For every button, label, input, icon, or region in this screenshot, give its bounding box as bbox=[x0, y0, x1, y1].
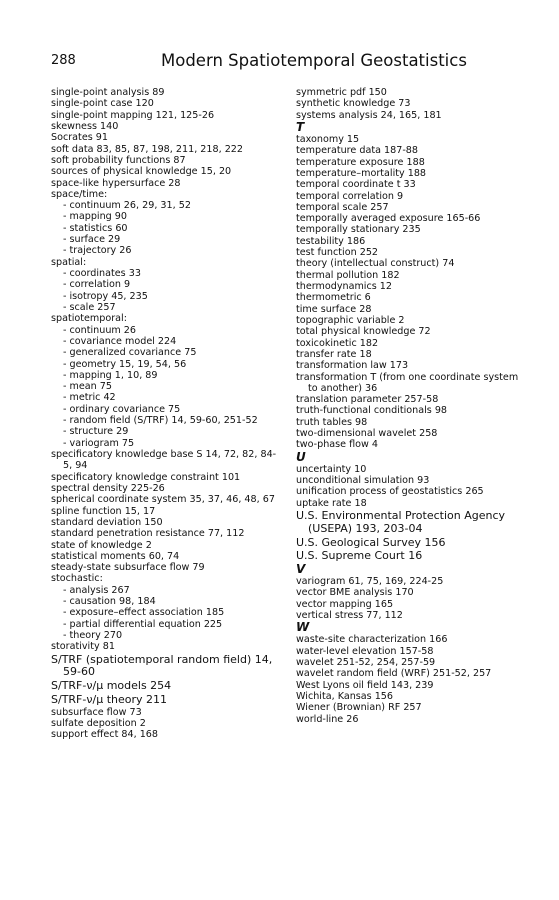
index-subentry: - geometry 15, 19, 54, 56 bbox=[63, 358, 187, 370]
index-entry: sources of physical knowledge 15, 20 bbox=[51, 166, 232, 178]
index-entry: state of knowledge 2 bbox=[51, 539, 152, 551]
index-subentry: - trajectory 26 bbox=[63, 245, 132, 257]
index-entry: wavelet random field (WRF) 251-52, 257 bbox=[296, 668, 492, 680]
index-entry: two-phase flow 4 bbox=[296, 439, 379, 451]
index-entry: S/TRF-ν/μ models 254 bbox=[51, 679, 172, 693]
index-entry: systems analysis 24, 165, 181 bbox=[296, 109, 442, 121]
index-subentry: - theory 270 bbox=[63, 630, 123, 641]
index-subentry: - generalized covariance 75 bbox=[63, 347, 197, 359]
index-entry: symmetric pdf 150 bbox=[296, 87, 387, 98]
index-subentry: - statistics 60 bbox=[63, 222, 128, 234]
page-number: 288 bbox=[51, 53, 76, 68]
index-entry: space-like hypersurface 28 bbox=[51, 177, 181, 189]
index-entry: single-point analysis 89 bbox=[51, 87, 165, 98]
index-subentry: - isotropy 45, 235 bbox=[63, 290, 148, 302]
index-entry: truth-functional conditionals 98 bbox=[296, 405, 448, 417]
page-header bbox=[51, 51, 519, 73]
index-subentry: - correlation 9 bbox=[63, 279, 131, 291]
index-entry: support effect 84, 168 bbox=[51, 729, 159, 741]
index-entry: temperature–mortality 188 bbox=[296, 167, 427, 179]
index-entry: vector mapping 165 bbox=[296, 598, 394, 610]
index-entry: synthetic knowledge 73 bbox=[296, 98, 411, 110]
index-entry: thermodynamics 12 bbox=[296, 281, 393, 292]
index-subentry: - continuum 26, 29, 31, 52 bbox=[63, 200, 191, 212]
section-letter: U bbox=[296, 449, 306, 464]
index-subentry: - surface 29 bbox=[63, 234, 121, 246]
index-entry: spherical coordinate system 35, 37, 46, 48, 67 bbox=[51, 494, 275, 506]
index-column-left bbox=[51, 87, 283, 741]
index-entry: Wichita, Kansas 156 bbox=[296, 690, 394, 702]
index-subentry: - variogram 75 bbox=[63, 437, 135, 449]
index-entry: transfer rate 18 bbox=[296, 348, 372, 360]
index-entry: West Lyons oil field 143, 239 bbox=[296, 679, 434, 691]
index-entry: temperature exposure 188 bbox=[296, 156, 425, 168]
index-entry: thermometric 6 bbox=[296, 292, 371, 304]
index-entry: Socrates 91 bbox=[51, 132, 108, 144]
index-entry: topographic variable 2 bbox=[296, 314, 405, 326]
index-entry: specificatory knowledge base S 14, 72, 82, 84-5, 94 bbox=[51, 449, 277, 472]
index-entry: transformation law 173 bbox=[296, 360, 409, 372]
index-subentry: - coordinates 33 bbox=[63, 268, 141, 279]
index-entry: storativity 81 bbox=[51, 641, 115, 653]
index-entry: truth tables 98 bbox=[296, 416, 368, 428]
index-entry: taxonomy 15 bbox=[296, 133, 360, 145]
index-entry: soft data 83, 85, 87, 198, 211, 218, 222 bbox=[51, 143, 244, 155]
index-entry: stochastic: bbox=[51, 573, 103, 585]
index-subentry: - random field (S/TRF) 14, 59-60, 251-52 bbox=[63, 415, 258, 427]
index-subentry: - mean 75 bbox=[63, 381, 112, 393]
index-subentry: - ordinary covariance 75 bbox=[63, 403, 181, 415]
index-entry: vector BME analysis 170 bbox=[296, 587, 414, 599]
running-title: Modern Spatiotemporal Geostatistics bbox=[161, 51, 467, 70]
section-letter: V bbox=[296, 562, 306, 577]
index-subentry: - exposure–effect association 185 bbox=[63, 607, 225, 619]
index-entry: translation parameter 257-58 bbox=[296, 394, 439, 406]
index-entry: two-dimensional wavelet 258 bbox=[296, 428, 438, 440]
index-entry: wavelet 251-52, 254, 257-59 bbox=[296, 657, 436, 668]
index-entry: standard deviation 150 bbox=[51, 516, 163, 528]
index-entry: variogram 61, 75, 169, 224-25 bbox=[296, 576, 444, 588]
index-entry: U.S. Supreme Court 16 bbox=[296, 549, 423, 563]
index-entry: soft probability functions 87 bbox=[51, 154, 186, 166]
index-entry: toxicokinetic 182 bbox=[296, 337, 379, 349]
index-entry: waste-site characterization 166 bbox=[296, 634, 448, 646]
index-entry: sulfate deposition 2 bbox=[51, 718, 146, 730]
index-entry: total physical knowledge 72 bbox=[296, 326, 431, 338]
index-entry: theory (intellectual construct) 74 bbox=[296, 258, 455, 270]
index-subentry: - covariance model 224 bbox=[63, 335, 177, 347]
index-entry: U.S. Geological Survey 156 bbox=[296, 535, 446, 549]
index-entry: temporally stationary 235 bbox=[296, 224, 421, 236]
index-entry: temporal correlation 9 bbox=[296, 190, 404, 202]
index-entry: test function 252 bbox=[296, 247, 379, 259]
index-entry: subsurface flow 73 bbox=[51, 706, 142, 718]
index-subentry: - analysis 267 bbox=[63, 584, 130, 596]
index-entry: S/TRF (spatiotemporal random field) 14, 59-60 bbox=[51, 652, 273, 679]
index-entry: skewness 140 bbox=[51, 120, 119, 132]
index-entry: temporal scale 257 bbox=[296, 201, 389, 213]
index-entry: transformation T (from one coordinate system to another) 36 bbox=[296, 371, 519, 394]
index-subentry: - mapping 1, 10, 89 bbox=[63, 369, 158, 381]
index-entry: space/time: bbox=[51, 188, 108, 200]
index-entry: standard penetration resistance 77, 112 bbox=[51, 528, 245, 540]
index-entry: spatiotemporal: bbox=[51, 313, 127, 325]
index-entry: vertical stress 77, 112 bbox=[296, 610, 403, 622]
index-entry: steady-state subsurface flow 79 bbox=[51, 562, 205, 574]
section-letter: W bbox=[296, 620, 310, 635]
index-entry: uncertainty 10 bbox=[296, 463, 367, 475]
index-entry: single-point case 120 bbox=[51, 98, 154, 110]
index-subentry: - scale 257 bbox=[63, 301, 116, 313]
index-entry: single-point mapping 121, 125-26 bbox=[51, 109, 215, 121]
index-entry: U.S. Environmental Protection Agency (USEPA) 193, 203-04 bbox=[296, 508, 506, 535]
index-entry: thermal pollution 182 bbox=[296, 269, 400, 281]
index-entry: testability 186 bbox=[296, 235, 366, 247]
index-subentry: - partial differential equation 225 bbox=[63, 618, 223, 630]
index-subentry: - continuum 26 bbox=[63, 324, 137, 336]
index-column-right bbox=[296, 87, 528, 725]
index-entry: uptake rate 18 bbox=[296, 497, 367, 509]
index-subentry: - causation 98, 184 bbox=[63, 596, 156, 608]
index-entry: time surface 28 bbox=[296, 303, 372, 315]
index-entry: world-line 26 bbox=[296, 713, 359, 725]
index-subentry: - structure 29 bbox=[63, 426, 129, 438]
index-entry: spectral density 225-26 bbox=[51, 482, 165, 494]
index-entry: spline function 15, 17 bbox=[51, 505, 156, 517]
index-entry: Wiener (Brownian) RF 257 bbox=[296, 702, 422, 714]
index-entry: spatial: bbox=[51, 256, 87, 268]
index-entry: temporal coordinate t 33 bbox=[296, 179, 416, 191]
index-entry: unification process of geostatistics 265 bbox=[296, 486, 484, 498]
index-entry: temperature data 187-88 bbox=[296, 145, 418, 157]
index-entry: S/TRF-ν/μ theory 211 bbox=[51, 693, 167, 707]
index-subentry: - mapping 90 bbox=[63, 211, 128, 223]
index-entry: unconditional simulation 93 bbox=[296, 475, 430, 486]
index-entry: temporally averaged exposure 165-66 bbox=[296, 213, 481, 225]
index-entry: statistical moments 60, 74 bbox=[51, 550, 180, 562]
index-entry: specificatory knowledge constraint 101 bbox=[51, 471, 241, 483]
section-letter: T bbox=[296, 119, 305, 134]
index-entry: water-level elevation 157-58 bbox=[296, 645, 434, 657]
index-subentry: - metric 42 bbox=[63, 392, 116, 404]
